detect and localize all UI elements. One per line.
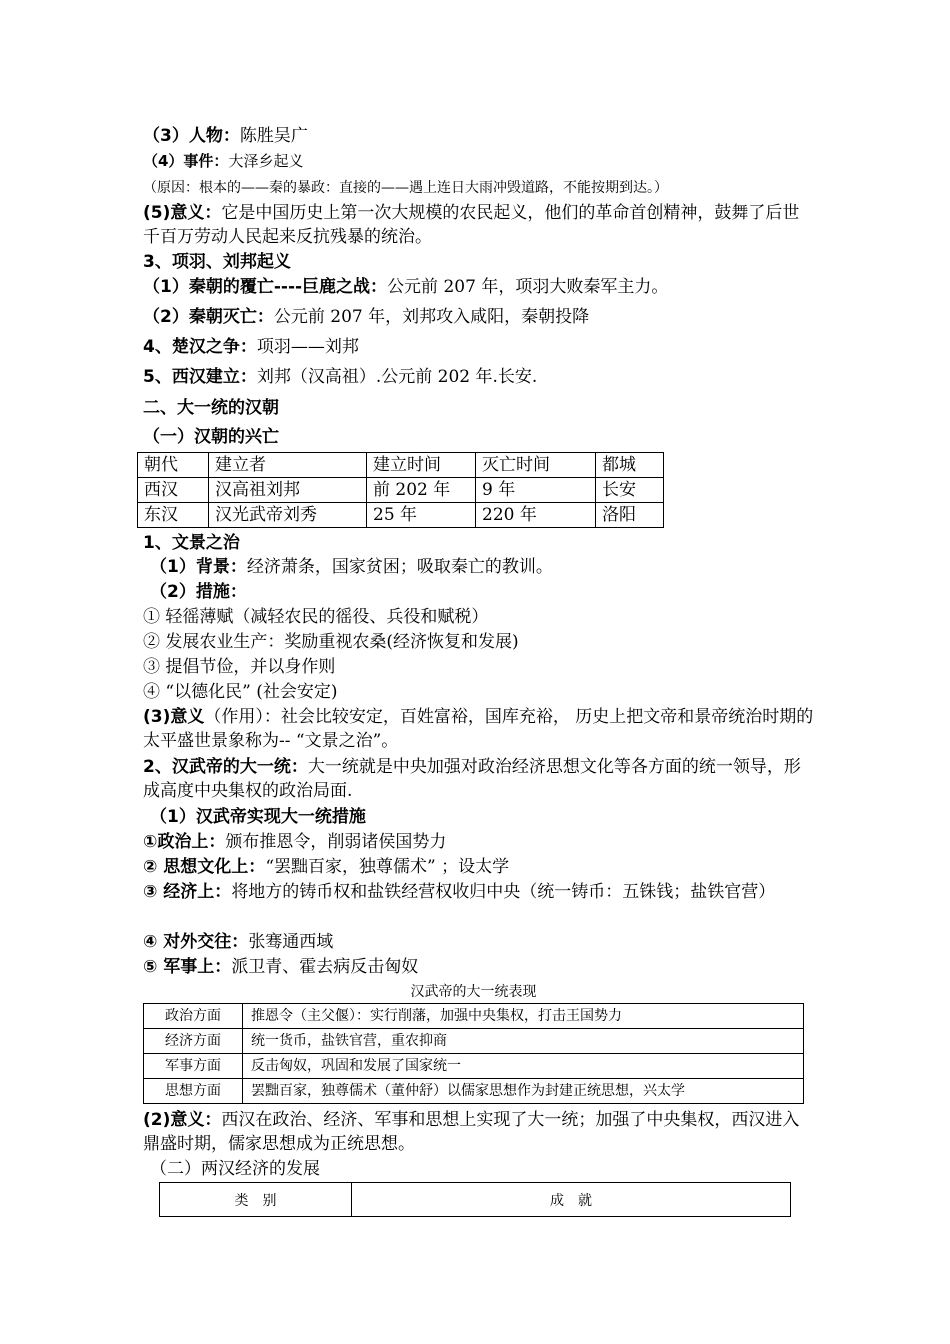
table-cell: 洛阳 xyxy=(596,503,664,528)
table-cell: 西汉 xyxy=(138,478,209,503)
table-cell: 罢黜百家，独尊儒术（董仲舒）以儒家思想作为封建正统思想，兴太学 xyxy=(243,1079,804,1104)
line-significance-1 xyxy=(143,201,815,249)
table-cell: 军事方面 xyxy=(144,1054,243,1079)
wudi-table xyxy=(143,1003,804,1104)
header-cell: 建立时间 xyxy=(367,453,476,478)
text-significance-3: 西汉在政治、经济、军事和思想上实现了大一统；加强了中央集权，西汉进入鼎盛时期，儒家思想成为正统思想。 xyxy=(143,1110,800,1154)
line-thought xyxy=(143,855,509,879)
line-background xyxy=(150,555,553,579)
line-western-han xyxy=(143,365,537,389)
heading-background: （1）背景： xyxy=(150,557,247,577)
heading-qin-fall: （2）秦朝灭亡： xyxy=(143,307,274,327)
text-people: 陈胜吴广 xyxy=(239,126,308,146)
line-event xyxy=(143,149,303,173)
heading-chu-han: 4、楚汉之争： xyxy=(143,337,257,357)
text-qin-fall: 公元前 207 年，刘邦攻入咸阳，秦朝投降 xyxy=(273,307,590,327)
text-julu: 公元前 207 年，项羽大败秦军主力。 xyxy=(387,277,669,297)
table-cell: 9 年 xyxy=(476,478,596,503)
header-cell: 类 别 xyxy=(160,1183,352,1217)
heading-julu: （1）秦朝的覆亡----巨鹿之战： xyxy=(143,277,388,297)
table-row xyxy=(144,1029,804,1054)
line-military xyxy=(143,955,418,979)
measure-item-4: ④ “以德化民” (社会安定) xyxy=(143,682,338,702)
text-foreign: 张骞通西域 xyxy=(248,932,334,952)
measure-item-3: ③ 提倡节俭，并以身作则 xyxy=(143,657,336,677)
table-row xyxy=(144,1004,804,1029)
wudi-table-caption: 汉武帝的大一统表现 xyxy=(410,984,537,1000)
text-military: 派卫青、霍去病反击匈奴 xyxy=(231,957,419,977)
line-significance-2 xyxy=(143,705,815,753)
table-row xyxy=(138,503,664,528)
heading-economy: ③ 经济上： xyxy=(143,882,232,902)
header-cell: 都城 xyxy=(596,453,664,478)
table-cell: 220 年 xyxy=(476,503,596,528)
heading-significance-1: (5)意义： xyxy=(143,203,222,223)
table-cell: 汉高祖刘邦 xyxy=(209,478,367,503)
heading-event: （4）事件： xyxy=(143,152,229,170)
line-people xyxy=(143,124,308,148)
table-cell: 东汉 xyxy=(138,503,209,528)
table-cell: 25 年 xyxy=(367,503,476,528)
text-background: 经济萧条，国家贫困；吸取秦亡的教训。 xyxy=(246,557,553,577)
text-economy: 将地方的铸币权和盐铁经营权收归中央（统一铸币：五铢钱；盐铁官营） xyxy=(231,882,776,902)
line-politics xyxy=(143,830,446,854)
line-chu-han xyxy=(143,335,359,359)
heading-foreign: ④ 对外交往： xyxy=(143,932,249,952)
line-significance-3 xyxy=(143,1108,815,1156)
line-cause: （原因：根本的——秦的暴政：直接的——遇上连日大雨冲毁道路，不能按期到达。） xyxy=(143,180,668,196)
line-qin-fall xyxy=(143,305,589,329)
table-row xyxy=(144,1079,804,1104)
line-economy xyxy=(143,880,815,904)
heading-significance-3: (2)意义： xyxy=(143,1110,222,1130)
heading-wudi-measures: （1）汉武帝实现大一统措施 xyxy=(150,807,366,827)
table-cell: 长安 xyxy=(596,478,664,503)
heading-measures: （2）措施： xyxy=(150,582,247,602)
table-cell: 推恩令（主父偃）：实行削藩，加强中央集权，打击王国势力 xyxy=(243,1004,804,1029)
subsection-heading-rise-fall: （一）汉朝的兴亡 xyxy=(143,427,279,447)
heading-military: ⑤ 军事上： xyxy=(143,957,232,977)
heading-western-han: 5、西汉建立： xyxy=(143,367,257,387)
line-wudi-unification xyxy=(143,755,815,803)
table-cell: 政治方面 xyxy=(144,1004,243,1029)
table-cell: 前 202 年 xyxy=(367,478,476,503)
subsection-heading-economy: （二）两汉经济的发展 xyxy=(150,1159,320,1179)
heading-people: （3）人物： xyxy=(143,126,240,146)
text-thought: “罢黜百家，独尊儒术” ；设太学 xyxy=(265,857,510,877)
economy-table xyxy=(159,1182,791,1217)
heading-thought: ② 思想文化上： xyxy=(143,857,266,877)
header-cell: 建立者 xyxy=(209,453,367,478)
text-wudi-unification: 大一统就是中央加强对政治经济思想文化等各方面的统一领导，形成高度中央集权的政治局面. xyxy=(143,757,801,801)
table-header-row xyxy=(160,1183,791,1217)
table-header-row xyxy=(138,453,664,478)
line-foreign xyxy=(143,930,333,954)
measure-item-1: ① 轻徭薄赋（减轻农民的徭役、兵役和赋税） xyxy=(143,607,489,627)
table-cell: 统一货币，盐铁官营，重农抑商 xyxy=(243,1029,804,1054)
measure-item-2: ② 发展农业生产：奖励重视农桑(经济恢复和发展) xyxy=(143,632,519,652)
table-cell: 思想方面 xyxy=(144,1079,243,1104)
text-chu-han: 项羽——刘邦 xyxy=(256,337,359,357)
section-heading-han: 二、大一统的汉朝 xyxy=(143,398,279,418)
text-significance-2: （作用）：社会比较安定，百姓富裕，国库充裕， 历史上把文帝和景帝统治时期的太平盛世景象称为-- “文景之治”。 xyxy=(143,707,814,751)
header-cell: 灭亡时间 xyxy=(476,453,596,478)
text-event: 大泽乡起义 xyxy=(228,152,304,170)
heading-wudi-unification: 2、汉武帝的大一统： xyxy=(143,757,308,777)
table-cell: 经济方面 xyxy=(144,1029,243,1054)
table-row xyxy=(138,478,664,503)
header-cell: 朝代 xyxy=(138,453,209,478)
heading-xiang-liu: 3、项羽、刘邦起义 xyxy=(143,252,291,272)
text-significance-1: 它是中国历史上第一次大规模的农民起义，他们的革命首创精神，鼓舞了后世千百万劳动人民起来反抗残暴的统治。 xyxy=(143,203,800,247)
text-western-han: 刘邦（汉高祖）.公元前 202 年.长安. xyxy=(256,367,538,387)
line-julu xyxy=(143,275,668,299)
text-politics: 颁布推恩令，削弱诸侯国势力 xyxy=(225,832,447,852)
dynasty-table xyxy=(137,452,664,528)
header-cell: 成 就 xyxy=(352,1183,791,1217)
heading-wenjing: 1、文景之治 xyxy=(143,533,240,553)
table-cell: 汉光武帝刘秀 xyxy=(209,503,367,528)
heading-politics: ①政治上： xyxy=(143,832,226,852)
table-cell: 反击匈奴，巩固和发展了国家统一 xyxy=(243,1054,804,1079)
heading-significance-2: (3)意义 xyxy=(143,707,205,727)
table-row xyxy=(144,1054,804,1079)
